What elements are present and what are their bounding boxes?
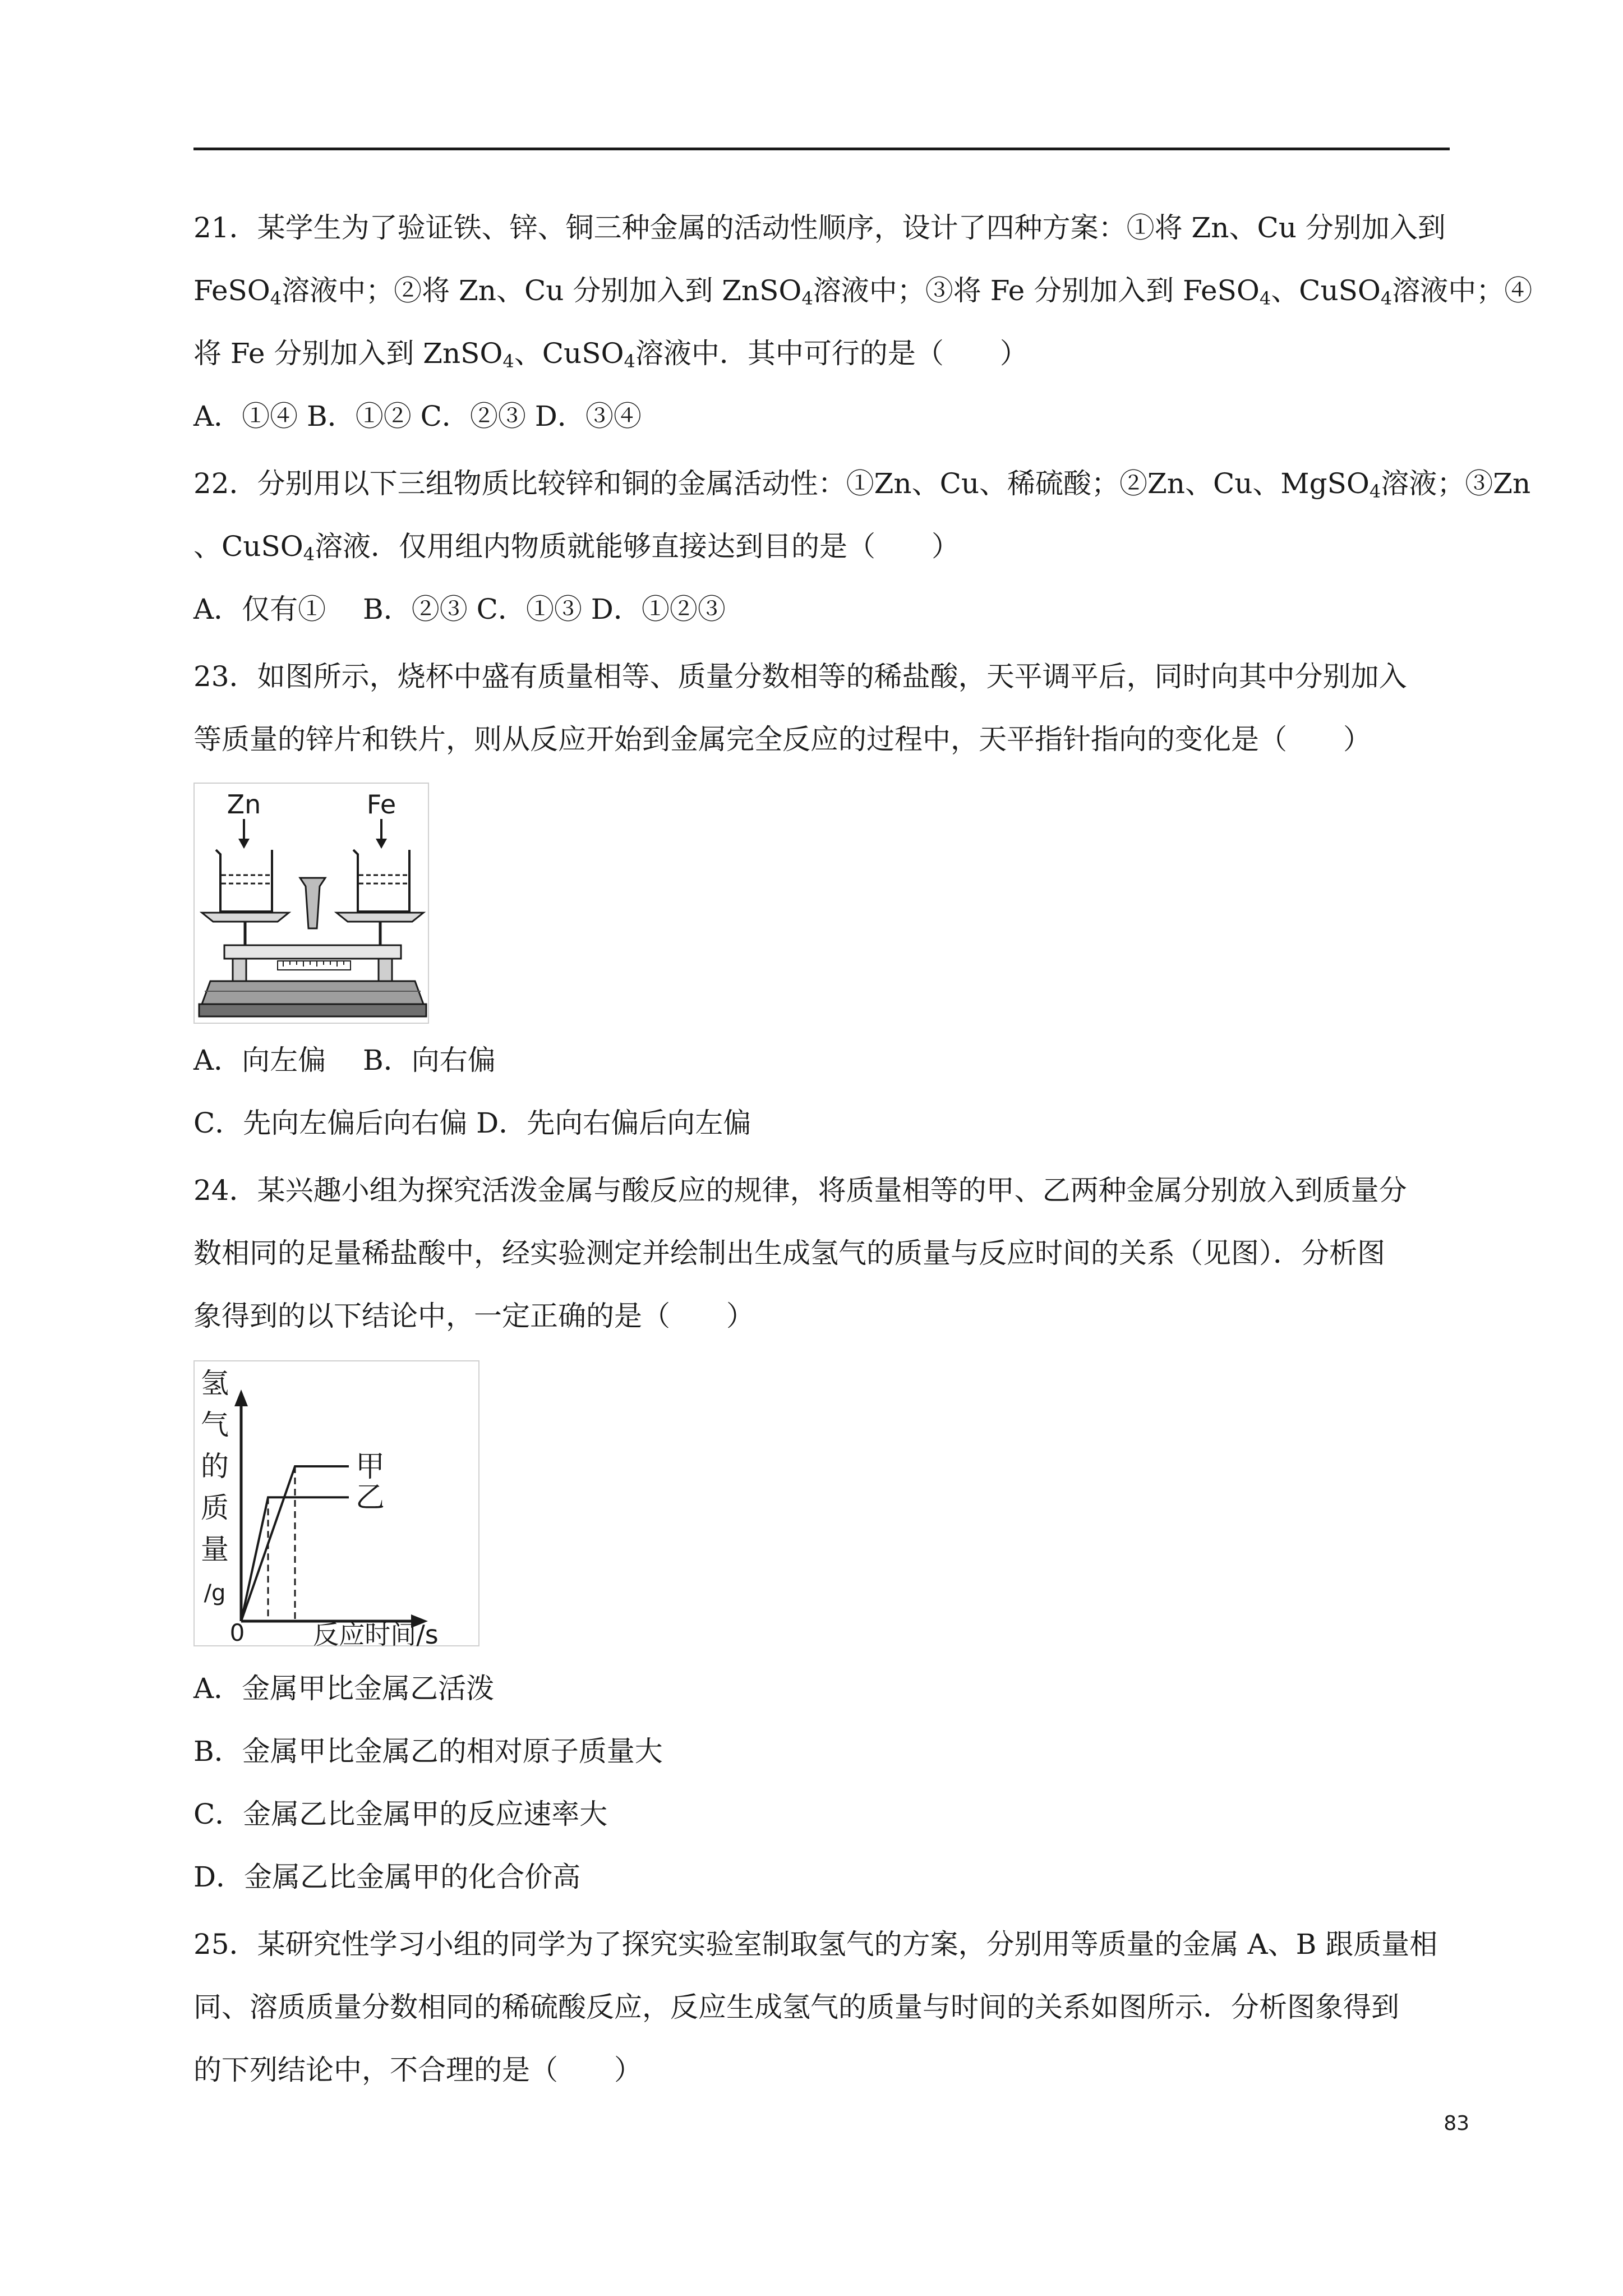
q21-options: A．①④ B．①② C．②③ D．③④ [193, 400, 642, 432]
q25-line-1: 25．某研究性学习小组的同学为了探究实验室制取氢气的方案，分别用等质量的金属 A、B 跟质量相 [193, 1928, 1438, 1961]
q25-line-3: 的下列结论中，不合理的是（ ） [193, 2054, 642, 2086]
q24-line-3: 象得到的以下结论中，一定正确的是（ ） [193, 1300, 754, 1332]
q23-options-1: A．向左偏 B．向右偏 [193, 1044, 496, 1076]
zinc-label: Zn [227, 789, 261, 820]
q22-line-1: 22．分别用以下三组物质比较锌和铜的金属活动性：①Zn、Cu、稀硫酸；②Zn、Cu、MgSO$_4$溶液；③Zn [193, 467, 1531, 502]
y-axis-label-char: 氢 [201, 1367, 229, 1400]
q25-line-2: 同、溶质质量分数相同的稀硫酸反应，反应生成氢气的质量与时间的关系如图所示．分析图象得到 [193, 1991, 1399, 2023]
page-number: 83 [1444, 2112, 1469, 2135]
q21-line-3: 将 Fe 分别加入到 ZnSO$_4$、CuSO$_4$溶液中．其中可行的是（ ） [193, 337, 1028, 372]
q24-option-d: D．金属乙比金属甲的化合价高 [193, 1861, 581, 1893]
q24-option-c: C．金属乙比金属甲的反应速率大 [193, 1798, 608, 1830]
q24-line-1: 24．某兴趣小组为探究活泼金属与酸反应的规律，将质量相等的甲、乙两种金属分别放入到质量分 [193, 1174, 1407, 1207]
origin-label: 0 [229, 1619, 245, 1646]
q21-line-2: FeSO$_4$溶液中；②将 Zn、Cu 分别加入到 ZnSO$_4$溶液中；③将 Fe 分别加入到 FeSO$_4$、CuSO$_4$溶液中；④ [193, 274, 1533, 309]
y-axis-label-char: 气 [201, 1409, 229, 1441]
iron-label: Fe [366, 789, 396, 820]
q24-line-2: 数相同的足量稀盐酸中，经实验测定并绘制出生成氢气的质量与反应时间的关系（见图）．分析图 [193, 1237, 1385, 1269]
series-label-1: 乙 [356, 1481, 385, 1515]
y-axis-label-char: /g [204, 1580, 226, 1606]
q23-line-2: 等质量的锌片和铁片，则从反应开始到金属完全反应的过程中，天平指针指向的变化是（ ） [193, 723, 1371, 756]
header-rule [193, 148, 1450, 150]
q23-options-2: C．先向左偏后向右偏 D．先向右偏后向左偏 [193, 1107, 751, 1139]
q24-option-a: A．金属甲比金属乙活泼 [193, 1672, 495, 1705]
x-axis-label: 反应时间/s [313, 1619, 439, 1646]
q22-options: A．仅有① B．②③ C．①③ D．①②③ [193, 593, 726, 625]
q24-option-b: B．金属甲比金属乙的相对原子质量大 [193, 1735, 663, 1768]
q23-line-1: 23．如图所示，烧杯中盛有质量相等、质量分数相等的稀盐酸，天平调平后，同时向其中分别加入 [193, 660, 1407, 693]
y-axis-label-char: 质 [201, 1492, 229, 1524]
q22-line-2: 、CuSO$_4$溶液．仅用组内物质就能够直接达到目的是（ ） [193, 530, 960, 565]
y-axis-label-char: 量 [201, 1533, 229, 1566]
q21-line-1: 21．某学生为了验证铁、锌、铜三种金属的活动性顺序，设计了四种方案：①将 Zn、Cu 分别加入到 [193, 211, 1446, 244]
balance-figure [193, 783, 429, 1024]
y-axis-label-char: 的 [201, 1450, 229, 1483]
series-label-0: 甲 [356, 1450, 385, 1484]
hydrogen-chart [193, 1360, 479, 1646]
